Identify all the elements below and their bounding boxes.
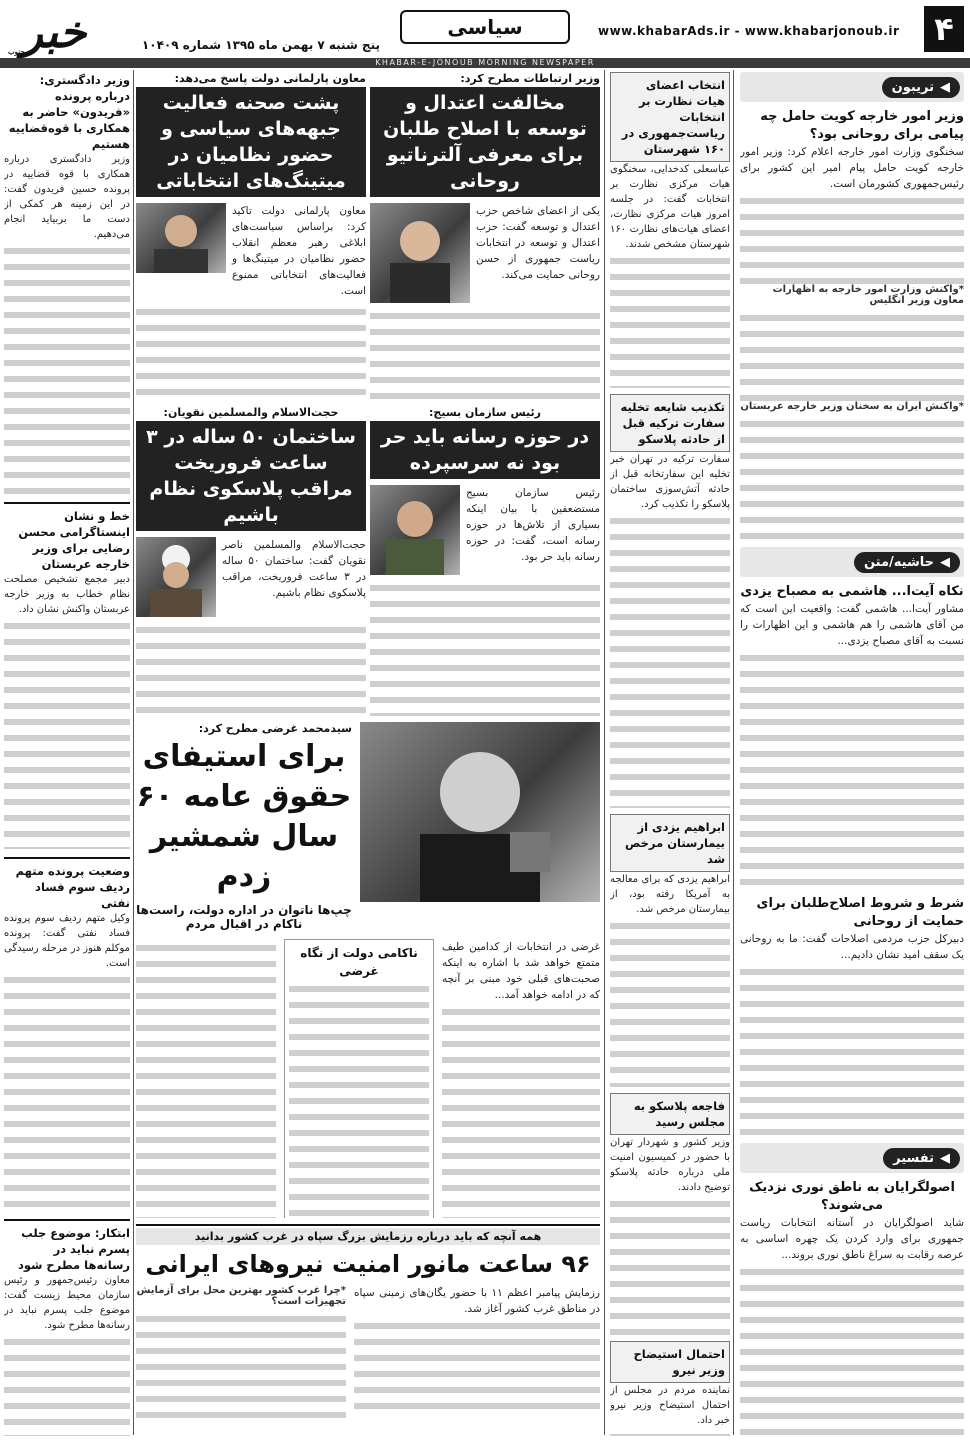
tribune-note-2: *واکنش ایران به سخنان وزیر خارجه عربستان (740, 401, 964, 412)
story4-lead (222, 537, 366, 617)
left-body-4 (4, 1333, 130, 1436)
section-title: سیاسی (400, 10, 570, 44)
feature-kicker: سیدمحمد غرضی مطرح کرد: (198, 722, 352, 735)
left-headline-1: وزیر دادگستری: درباره پرونده «فریدون» حاضر به همکاری با قوه‌قضاییه هستیم (8, 73, 130, 151)
logo-text: خبر (21, 6, 87, 58)
brief-text-2: سفارت ترکیه در تهران خبر تخلیه این سفارتخانه قبل از حادثه آتش‌سوزی ساختمان پلاسکو را تکذیب کرد. (610, 454, 730, 510)
tafsir-body (740, 1263, 964, 1436)
left-column (4, 72, 130, 1436)
story-basij (370, 406, 600, 716)
hashiye-tab-bar (740, 547, 964, 577)
story4-kicker: حجت‌الاسلام والمسلمین نقویان: (163, 406, 339, 419)
tafsir-tab-bar (740, 1143, 964, 1173)
drill-story (136, 1228, 600, 1436)
brief-text-1: عباسعلی کدخدایی، سخنگوی هیات مرکزی نظارت بر انتخابات گفت: در جلسه امروز هیات مرکزی نظارت، اعضای هیات‌های نظارت ۱۶۰ شهرستان مشخص شدند. (610, 164, 730, 250)
brief-body-2 (610, 512, 730, 808)
website-urls[interactable]: www.khabarAds.ir - www.khabarjonoub.ir (598, 24, 900, 38)
hashiye-body (740, 649, 964, 889)
left-headline-3: وضعیت پرونده متهم ردیف سوم فساد نفتی (4, 857, 130, 911)
right-column (740, 72, 964, 1436)
story2-text: معاون پارلمانی دولت تاکید کرد: براساس سیاست‌های ابلاغی رهبر معظم انقلاب حضور نظامیان در میتینگ‌ها و فعالیت‌های انتخاباتی ممنوع است. (232, 205, 366, 297)
left-body-1 (4, 242, 130, 494)
brief-headline-5: احتمال استیضاح وزیر نیرو (610, 1341, 730, 1383)
story4-body (136, 621, 366, 716)
hashiye-text: مشاور آیت‌ا... هاشمی گفت: واقعیت این است که من آقای هاشمی را هم هاشمی و این اظهارات را نسبت به آقای مصباح یزدی... (740, 603, 964, 647)
tribune-tab (882, 77, 960, 98)
tafsir-icon: ◀ (940, 1151, 950, 1166)
left-text-2: دبیر مجمع تشخیص مصلحت نظام خطاب به وزیر خارجه عربستان واکنش نشان داد. (4, 574, 130, 615)
brief-headline-2: تکذیب شایعه تخلیه سفارت ترکیه قبل از حادثه پلاسکو (610, 394, 730, 452)
tribune-tab-bar (740, 72, 964, 102)
hashiye-title: نکاه آیت‌ا... هاشمی به مصباح یزدی (740, 584, 964, 599)
tafsir-text: شاید اصولگرایان در آستانه انتخابات ریاست جمهوری برای وارد کردن یک چهره اساسی به عرصه رقابت به سراغ ناطق نوری بروند... (740, 1217, 964, 1261)
story3-lead (466, 485, 600, 575)
story1-headline: مخالفت اعتدال و توسعه با اصلاح طلبان برای معرفی آلترناتیو روحانی (370, 87, 600, 197)
page-number: ۴ (924, 6, 964, 52)
drill-text: رزمایش پیامبر اعظم ۱۱ با حضور یگان‌های زمینی سپاه در مناطق غرب کشور آغاز شد. (354, 1287, 600, 1315)
left-body-3 (4, 971, 130, 1211)
story2-kicker: معاون پارلمانی دولت پاسخ می‌دهد: (174, 72, 366, 85)
cleric-photo (136, 537, 216, 617)
brief-text-4: وزیر کشور و شهردار تهران با حضور در کمیسیون امنیت ملی درباره حادثه پلاسکو توضیح دادند. (610, 1137, 730, 1193)
brief-body-1 (610, 252, 730, 388)
brief-body-4 (610, 1195, 730, 1335)
feature-body-a (442, 1003, 600, 1218)
feature-quote-title: ناکامی دولت از نگاه غرضی (300, 946, 418, 978)
drill-body (354, 1317, 600, 1417)
brief-headline-1: انتخاب اعضای هیات نظارت بر انتخابات ریاست‌جمهوری در ۱۶۰ شهرستان (610, 72, 730, 162)
story4-headline: ساختمان ۵۰ ساله در ۳ ساعت فروریخت مراقب پلاسکوی نظام باشیم (136, 421, 366, 531)
story2-lead (232, 203, 366, 299)
tribune-title: وزیر امور خارجه کویت حامل چه پیامی برای روحانی بود؟ (760, 109, 964, 142)
story2-headline: پشت صحنه فعالیت جبهه‌های سیاسی و حضور نظامیان در میتینگ‌های انتخاباتی (136, 87, 366, 197)
story1-body (370, 307, 600, 402)
story-parliament (136, 72, 366, 402)
story1-lead (476, 203, 600, 303)
feature-quote-body (289, 980, 429, 1218)
brief-headline-3: ابراهیم یزدی از بیمارستان مرخص شد (610, 814, 730, 872)
story4-text: حجت‌الاسلام والمسلمین ناصر نقویان گفت: ساختمان ۵۰ ساله در ۳ ساعت فروریخت، مراقب پلاسکوی نظام باشیم. (222, 539, 366, 599)
brief-body-5 (610, 1428, 730, 1436)
feature-subhead: چپ‌ها ناتوان در اداره دولت، راست‌ها ناکام در اقبال مردم (136, 903, 352, 931)
feature-text: غرضی در انتخابات از کدامین طیف متمتع خواهد شد با اشاره به اینکه صحبت‌های قبلی خود مبنی بر آنچه که در ادامه خواهد آمد... (442, 941, 600, 1001)
feature-quote-box (284, 939, 434, 1218)
tribune-body (740, 192, 964, 284)
tribune-body-3 (740, 415, 964, 539)
story1-text: یکی از اعضای شاخص حزب اعتدال و توسعه گفت: حزب اعتدال و توسعه در انتخابات ریاست جمهوری از حسن روحانی حمایت می‌کند. (476, 205, 600, 281)
drill-headline: ۹۶ ساعت مانور امنیت نیروهای ایرانی (145, 1250, 591, 1278)
column-divider (604, 70, 605, 1435)
story-ictminister (370, 72, 600, 402)
gharazi-photo (360, 722, 600, 902)
reform-title: شرط و شروط اصلاح‌طلبان برای حمایت از روحانی (756, 896, 964, 929)
hashiye-tab-label: حاشیه/متن (863, 555, 934, 570)
brief-headline-4: فاجعه پلاسکو به مجلس رسید (610, 1093, 730, 1135)
basij-chief-photo (370, 485, 460, 575)
column-divider (733, 70, 734, 1435)
deputy-photo (136, 203, 226, 273)
minister-photo (370, 203, 470, 303)
tribune-text: سخنگوی وزارت امور خارجه اعلام کرد: وزیر امور خارجه کویت حامل پیام امیر این کشور برای رئیس‌جمهوری کشورمان است. (740, 146, 964, 190)
issue-line: پنج شنبه ۷ بهمن ماه ۱۳۹۵ شماره ۱۰۴۰۹ (141, 38, 380, 52)
story1-kicker: وزیر ارتباطات مطرح کرد: (460, 72, 600, 85)
story3-body (370, 579, 600, 716)
brief-body-3 (610, 917, 730, 1087)
feature-story (136, 722, 600, 1218)
tafsir-title: اصولگرایان به ناطق نوری نزدیک می‌شوند؟ (749, 1180, 955, 1213)
reform-body (740, 963, 964, 1135)
story-plasco (136, 406, 366, 716)
drill-kicker: همه آنچه که باید درباره رزمایش بزرگ سپاه در غرب کشور بدانید (136, 1228, 600, 1245)
newspaper-logo (6, 4, 102, 60)
feature-body-b (136, 939, 276, 1218)
story3-kicker: رئیس سازمان بسیج: (429, 406, 541, 419)
tafsir-tab (883, 1148, 960, 1169)
tribune-tab-label: تریبون (891, 80, 934, 95)
tafsir-tab-label: تفسیر (893, 1151, 934, 1166)
brief-text-5: نماینده مردم در مجلس از احتمال استیضاح وزیر نیرو خبر داد. (610, 1385, 730, 1426)
logo-subtext: جنوب (8, 47, 25, 56)
tribune-note: *واکنش وزارت امور خارجه به اظهارات معاون وزیر انگلیس (772, 284, 964, 306)
bottom-rule (136, 1224, 600, 1226)
hashiye-icon: ◀ (940, 555, 950, 570)
left-headline-2: خط و نشان اینستاگرامی محسن رضایی برای وزیر خارجه عربستان (4, 502, 130, 572)
left-body-2 (4, 617, 130, 849)
hashiye-tab (854, 552, 960, 573)
story3-text: رئیس سازمان بسیج مستضعفین با بیان اینکه بسیاری از تلاش‌ها در حوزه رسانه است، گفت: در حوزه رسانه باید حر بود. (466, 487, 600, 563)
briefs-column (610, 72, 730, 1436)
story2-body (136, 303, 366, 402)
reform-text: دبیرکل حزب مردمی اصلاحات گفت: ما به روحانی یک سقف امید نشان دادیم... (740, 933, 964, 961)
left-text-3: وکیل متهم ردیف سوم پرونده فساد نفتی گفت: پرونده موکلم هنوز در مرحله رسیدگی است. (4, 913, 130, 969)
tribune-icon: ◀ (940, 80, 950, 95)
story3-headline: در حوزه رسانه باید حر بود نه سرسپرده (370, 421, 600, 479)
column-divider (133, 70, 134, 1435)
drill-box-body (136, 1310, 346, 1428)
masthead-band: KHABAR-E-JONOUB MORNING NEWSPAPER (0, 58, 970, 68)
masthead (0, 0, 970, 66)
brief-text-3: ابراهیم یزدی که برای معالجه به آمریکا رفته بود، از بیمارستان مرخص شد. (610, 874, 730, 915)
left-headline-4: ابتکار: موضوع جلب پسرم نباید در رسانه‌ها مطرح شود (4, 1219, 130, 1273)
drill-box-title: *چرا غرب کشور بهترین محل برای آزمایش تجهیزات است؟ (136, 1285, 346, 1307)
tribune-body-2 (740, 309, 964, 401)
feature-headline: برای استیفای حقوق عامه ۶۰ سال شمشیر زدم (136, 739, 352, 894)
left-text-4: معاون رئیس‌جمهور و رئیس سازمان محیط زیست گفت: موضوع جلب پسرم نباید در رسانه‌ها مطرح شود. (4, 1275, 130, 1331)
left-text-1: وزیر دادگستری درباره همکاری با قوه قضاییه در پرونده حسین فریدون گفت: در این زمینه هر کمکی از دست ما بربیاید انجام می‌دهیم. (4, 154, 130, 240)
